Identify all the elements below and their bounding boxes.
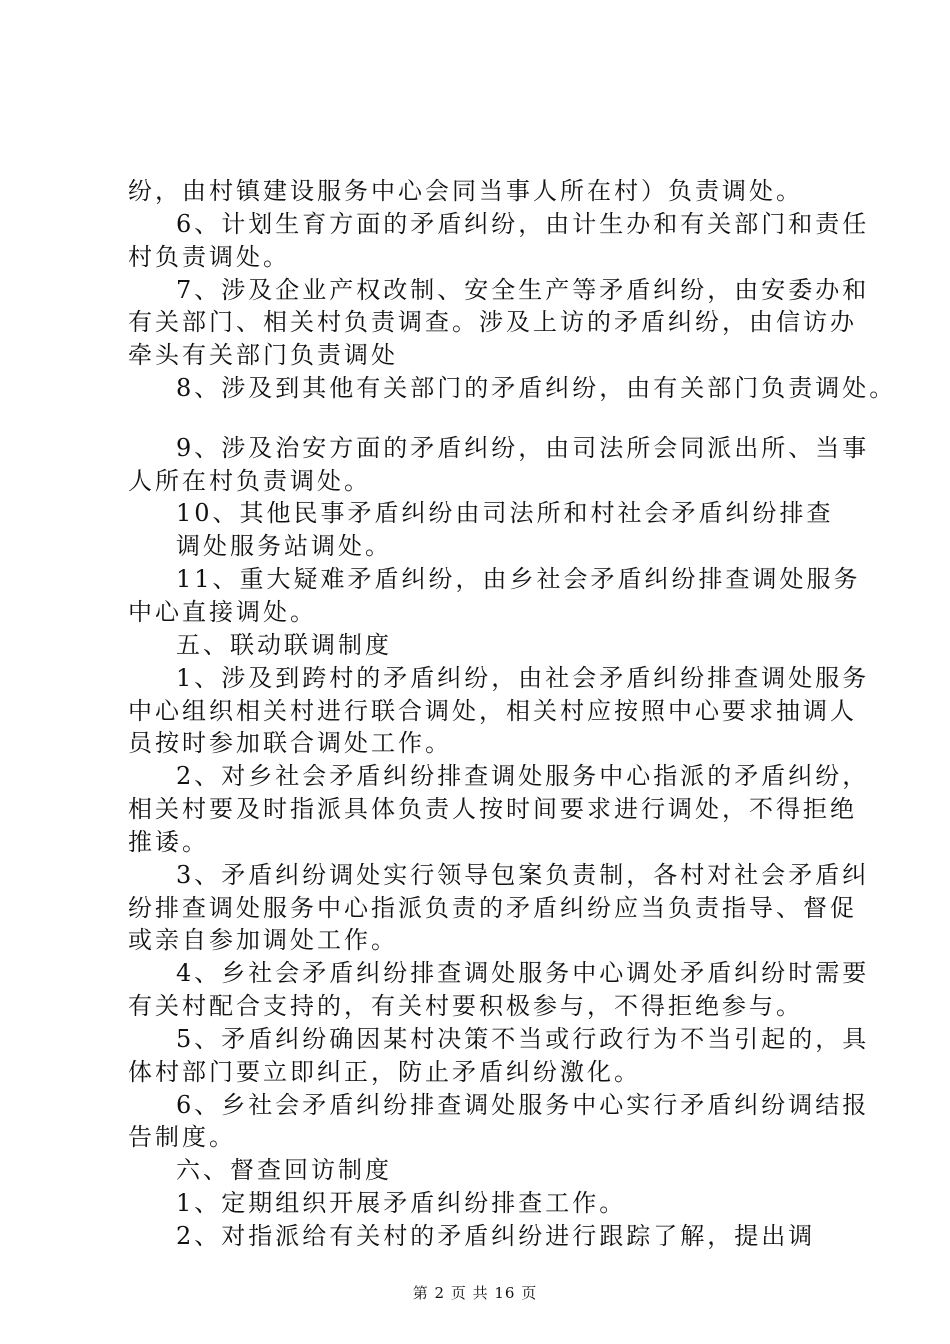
text-line: 纷，由村镇建设服务中心会同当事人所在村）负责调处。 <box>128 177 803 205</box>
text-line: 10、其他民事矛盾纠纷由司法所和村社会矛盾纠纷排查 <box>176 499 834 527</box>
text-line: 中心组织相关村进行联合调处，相关村应按照中心要求抽调人 <box>128 697 857 725</box>
text-line: 4、乡社会矛盾纠纷排查调处服务中心调处矛盾纠纷时需要 <box>176 959 870 987</box>
text-line: 告制度。 <box>128 1123 236 1151</box>
page-number-footer: 第 2 页 共 16 页 <box>412 1284 538 1302</box>
text-line: 2、对指派给有关村的矛盾纠纷进行跟踪了解，提出调 <box>176 1222 816 1250</box>
text-line: 调处服务站调处。 <box>176 532 392 560</box>
text-line: 员按时参加联合调处工作。 <box>128 729 452 757</box>
text-line: 有关村配合支持的，有关村要积极参与，不得拒绝参与。 <box>128 992 803 1020</box>
text-line: 牵头有关部门负责调处 <box>128 341 398 369</box>
text-line: 相关村要及时指派具体负责人按时间要求进行调处，不得拒绝 <box>128 795 857 823</box>
text-line: 9、涉及治安方面的矛盾纠纷，由司法所会同派出所、当事 <box>176 434 870 462</box>
text-line: 3、矛盾纠纷调处实行领导包案负责制，各村对社会矛盾纠 <box>176 861 870 889</box>
text-line: 村负责调处。 <box>128 243 290 271</box>
text-line: 5、矛盾纠纷确因某村决策不当或行政行为不当引起的，具 <box>176 1025 870 1053</box>
text-line: 6、乡社会矛盾纠纷排查调处服务中心实行矛盾纠纷调结报 <box>176 1091 870 1119</box>
text-line: 11、重大疑难矛盾纠纷，由乡社会矛盾纠纷排查调处服务 <box>176 565 861 593</box>
text-line: 体村部门要立即纠正，防止矛盾纠纷激化。 <box>128 1058 641 1086</box>
text-line: 7、涉及企业产权改制、安全生产等矛盾纠纷，由安委办和 <box>176 276 870 304</box>
text-line: 推诿。 <box>128 828 209 856</box>
section-heading: 五、联动联调制度 <box>176 631 392 659</box>
text-line: 中心直接调处。 <box>128 598 317 626</box>
text-line: 人所在村负责调处。 <box>128 467 371 495</box>
text-line: 1、涉及到跨村的矛盾纠纷，由社会矛盾纠纷排查调处服务 <box>176 664 870 692</box>
text-line: 8、涉及到其他有关部门的矛盾纠纷，由有关部门负责调处。 <box>176 374 897 402</box>
text-line: 1、定期组织开展矛盾纠纷排查工作。 <box>176 1189 627 1217</box>
text-line: 或亲自参加调处工作。 <box>128 926 398 954</box>
text-line: 纷排查调处服务中心指派负责的矛盾纠纷应当负责指导、督促 <box>128 894 857 922</box>
text-line: 6、计划生育方面的矛盾纠纷，由计生办和有关部门和责任 <box>176 210 870 238</box>
section-heading: 六、督查回访制度 <box>176 1156 392 1184</box>
text-line: 有关部门、相关村负责调查。涉及上访的矛盾纠纷，由信访办 <box>128 308 857 336</box>
text-line: 2、对乡社会矛盾纠纷排查调处服务中心指派的矛盾纠纷， <box>176 762 870 790</box>
